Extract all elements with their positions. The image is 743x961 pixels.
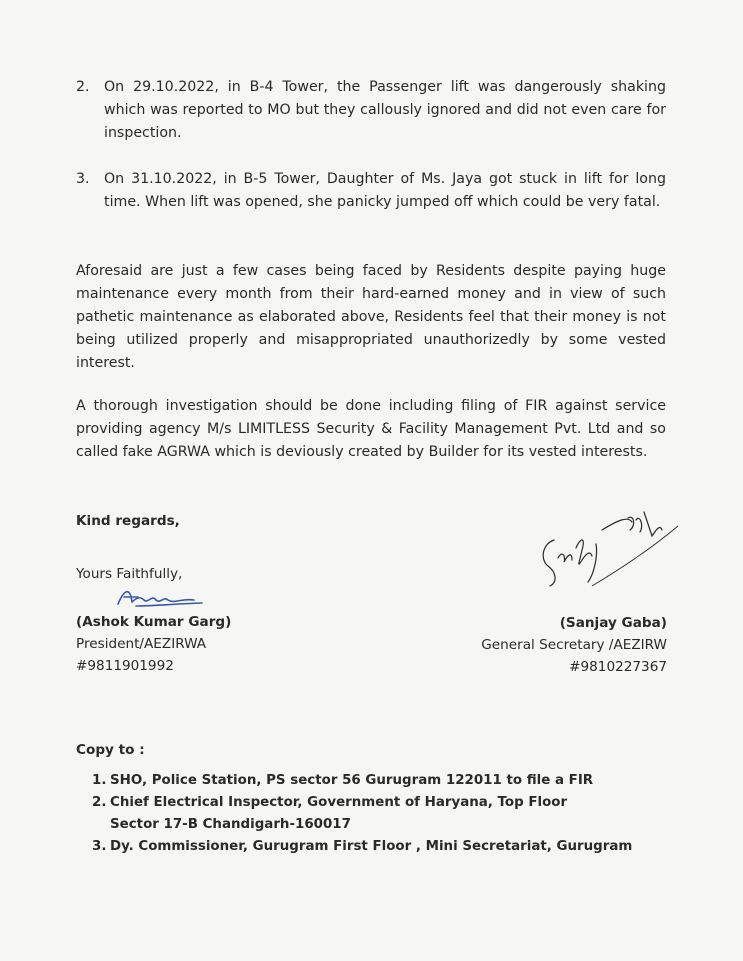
signatory-left-name: (Ashok Kumar Garg)	[76, 614, 232, 630]
item-text: On 29.10.2022, in B-4 Tower, the Passenger lift was dangerously shaking which was reported to MO but they callously ignored and did not even care for inspection.	[104, 79, 666, 141]
copy-to-number: 2.	[92, 795, 107, 810]
signature-left-image	[112, 582, 212, 612]
copy-to-item	[92, 836, 692, 858]
yours-faithfully: Yours Faithfully,	[76, 566, 183, 582]
signatory-right-title: General Secretary /AEZIRW	[481, 637, 667, 653]
copy-to-number: 1.	[92, 773, 107, 788]
copy-to-item	[92, 792, 570, 836]
item-number: 3.	[76, 171, 90, 187]
copy-to-text: SHO, Police Station, PS sector 56 Gurugram 122011 to file a FIR	[110, 773, 594, 788]
copy-to-list	[92, 770, 692, 858]
copy-to-text: Chief Electrical Inspector, Government of Haryana, Top Floor Sector 17-B Chandigarh-160017	[110, 795, 568, 832]
signatory-right-name: (Sanjay Gaba)	[559, 615, 667, 631]
signatory-left	[76, 563, 231, 677]
signatory-left-phone: #9811901992	[76, 658, 174, 674]
signature-right-image	[532, 500, 682, 595]
signatory-right	[481, 612, 667, 678]
paragraph-aforesaid: Aforesaid are just a few cases being faced by Residents despite paying huge maintenance every month from their hard-earned money and in view of such pathetic maintenance as elaborated above, Residents feel that their money is not being utilized properly and misappropriated unauthorizedly by some vested interest.	[76, 263, 666, 371]
item-text: On 31.10.2022, in B-5 Tower, Daughter of Ms. Jaya got stuck in lift for long time. When lift was opened, she panicky jumped off which could be very fatal.	[104, 171, 666, 210]
copy-to-title: Copy to :	[76, 742, 145, 758]
item-number: 2.	[76, 79, 90, 95]
kind-regards: Kind regards,	[76, 513, 180, 529]
copy-to-number: 3.	[92, 839, 107, 854]
copy-to-item	[92, 770, 692, 792]
copy-to-text: Dy. Commissioner, Gurugram First Floor , Mini Secretariat, Gurugram	[110, 839, 633, 854]
paragraph-investigation: A thorough investigation should be done including filing of FIR against service providing agency M/s LIMITLESS Security & Facility Management Pvt. Ltd and so called fake AGRWA which is deviously created by Builder for its vested interests.	[76, 398, 666, 460]
signatory-left-title: President/AEZIRWA	[76, 636, 207, 652]
signatory-right-phone: #9810227367	[569, 659, 667, 675]
